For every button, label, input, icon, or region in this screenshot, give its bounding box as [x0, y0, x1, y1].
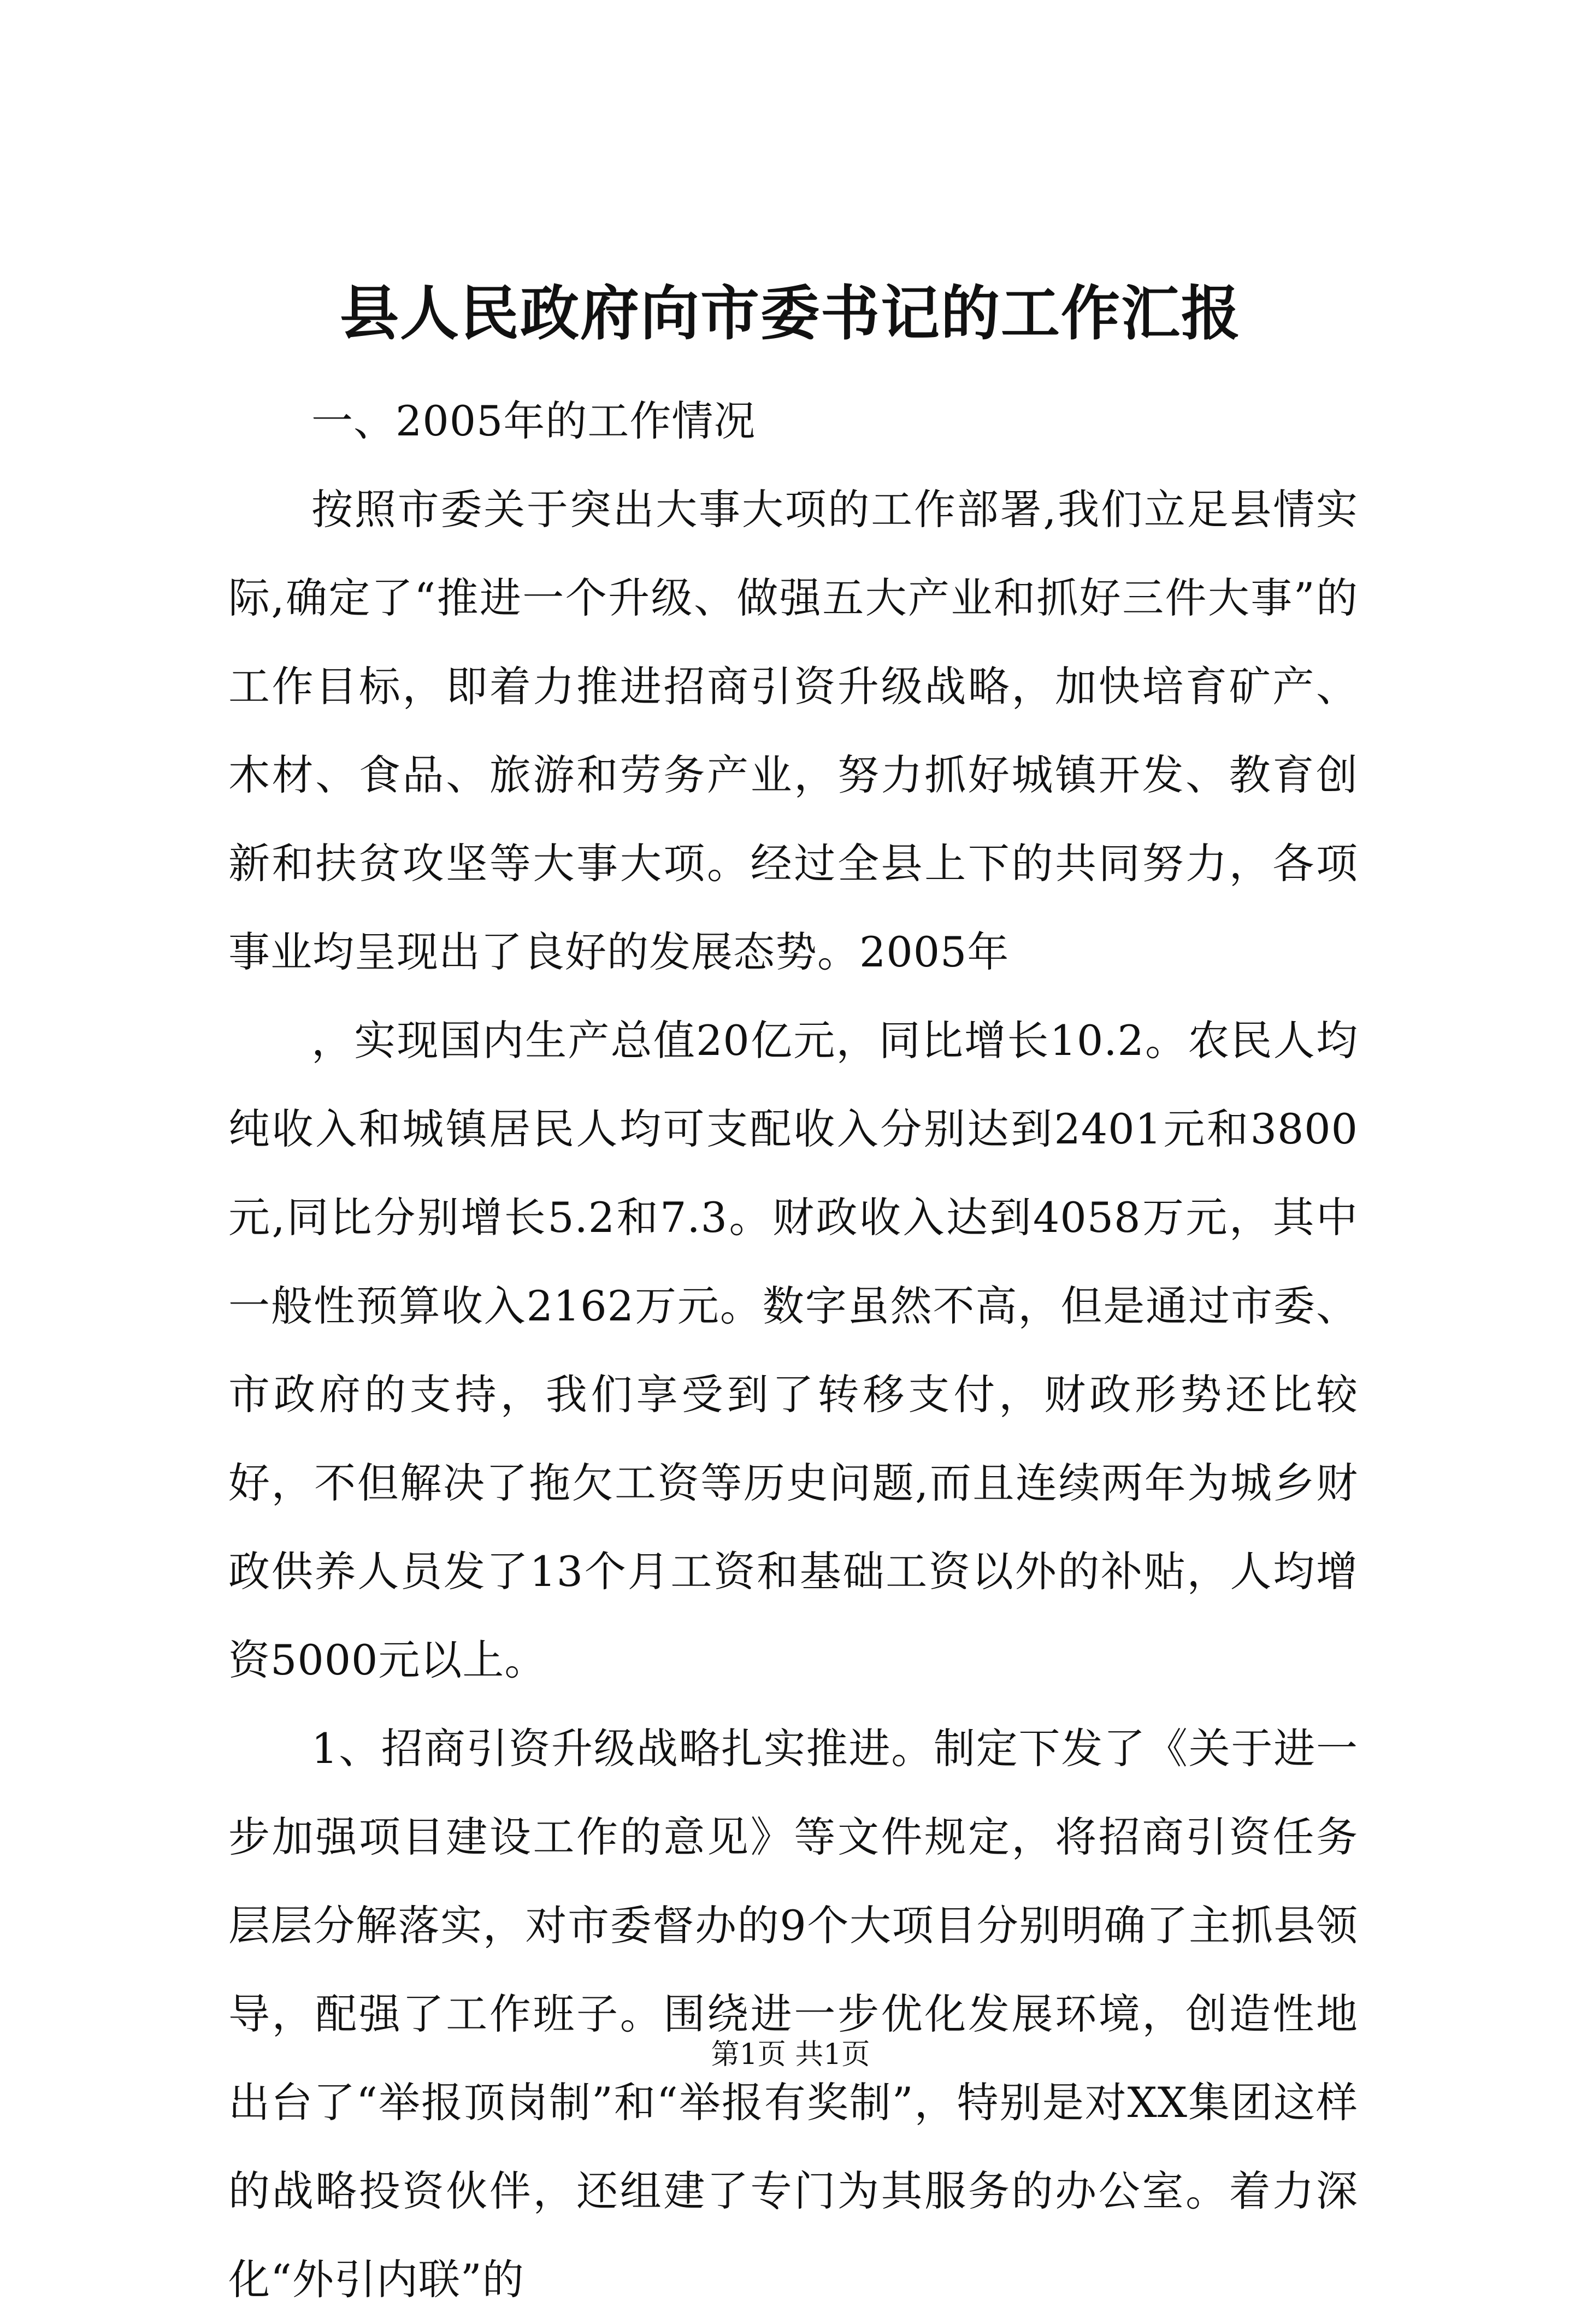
document-body	[228, 377, 1358, 2324]
section-heading: 一、2005年的工作情况	[311, 397, 756, 445]
paragraph: 1、招商引资升级战略扎实推进。制定下发了《关于进一步加强项目建设工作的意见》等文件规定，将招商引资任务层层分解落实，对市委督办的9个大项目分别明确了主抓县领导，配强了工作班子。围绕进一步优化发展环境，创造性地出台了“举报顶岗制”和“举报有奖制”，特别是对XX集团这样的战略投资伙伴，还组建了专门为其服务的办公室。着力深化“外引内联”的	[228, 1724, 1358, 2304]
paragraph: 按照市委关于突出大事大项的工作部署,我们立足县情实际,确定了“推进一个升级、做强五大产业和抓好三件大事”的工作目标，即着力推进招商引资升级战略，加快培育矿产、木材、食品、旅游和劳务产业，努力抓好城镇开发、教育创新和扶贫攻坚等大事大项。经过全县上下的共同努力，各项事业均呈现出了良好的发展态势。2005年	[228, 485, 1358, 976]
page-number-footer: 第1页 共1页	[711, 2038, 870, 2071]
paragraph: ，实现国内生产总值20亿元，同比增长10.2。农民人均纯收入和城镇居民人均可支配收入分别达到2401元和3800元,同比分别增长5.2和7.3。财政收入达到4058万元，其中一般性预算收入2162万元。数字虽然不高，但是通过市委、市政府的支持，我们享受到了转移支付，财政形势还比较好，不但解决了拖欠工资等历史问题,而且连续两年为城乡财政供养人员发了13个月工资和基础工资以外的补贴，人均增资5000元以上。	[228, 1016, 1358, 1684]
document-title: 县人民政府向市委书记的工作汇报	[339, 279, 1241, 348]
